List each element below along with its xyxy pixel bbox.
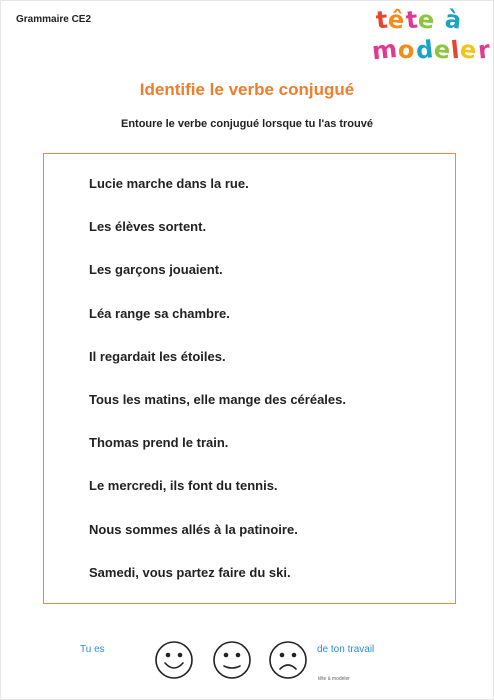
logo-letter: o (396, 35, 417, 65)
sentence-item[interactable]: Les garçons jouaient. (89, 262, 223, 278)
sentence-item[interactable]: Léa range sa chambre. (89, 305, 230, 321)
logo-line-2 (370, 34, 492, 66)
sentence-item[interactable]: Lucie marche dans la rue. (89, 176, 249, 191)
logo-letter: e (416, 5, 437, 35)
logo-letter: l (449, 35, 462, 65)
logo-letter: m (370, 34, 400, 66)
footer-text-after: de ton travail (317, 644, 375, 655)
happy-face-icon[interactable] (154, 640, 194, 680)
page-subtitle: Entoure le verbe conjugué lorsque tu l'as trouvé (120, 118, 373, 130)
logo-letter: d (414, 35, 436, 65)
sentence-list (89, 170, 449, 602)
logo-letter: r (476, 35, 492, 65)
logo-letter: ê (387, 5, 408, 35)
neutral-face-icon[interactable] (212, 640, 252, 680)
sentence-item[interactable]: Tous les matins, elle mange des céréales. (89, 391, 346, 407)
sentence-item[interactable]: Nous sommes allés à la patinoire. (89, 521, 298, 537)
header-label: Grammaire CE2 (16, 14, 92, 25)
logo-letter: t (374, 5, 390, 35)
sentence-item[interactable]: Thomas prend le train. (89, 435, 229, 451)
sentence-item[interactable]: Il regardait les étoiles. (89, 348, 226, 364)
brand-logo (370, 5, 492, 70)
footer-text-before: Tu es (80, 644, 105, 655)
logo-letter: t (404, 5, 420, 35)
sad-face-icon[interactable] (268, 640, 308, 680)
logo-line-1 (376, 6, 486, 34)
sentence-item[interactable]: Les élèves sortent. (89, 219, 207, 235)
logo-letter: e (458, 35, 479, 65)
sentence-item[interactable]: Le mercredi, ils font du tennis. (89, 478, 278, 494)
page-title: Identifie le verbe conjugué (139, 80, 355, 99)
sentence-item[interactable]: Samedi, vous partez faire du ski. (89, 564, 291, 580)
logo-letter: e (432, 35, 453, 65)
logo-letter: à (443, 5, 464, 35)
self-evaluation-footer (0, 636, 494, 700)
footer-brand-mark: tête à modeler (318, 676, 350, 682)
